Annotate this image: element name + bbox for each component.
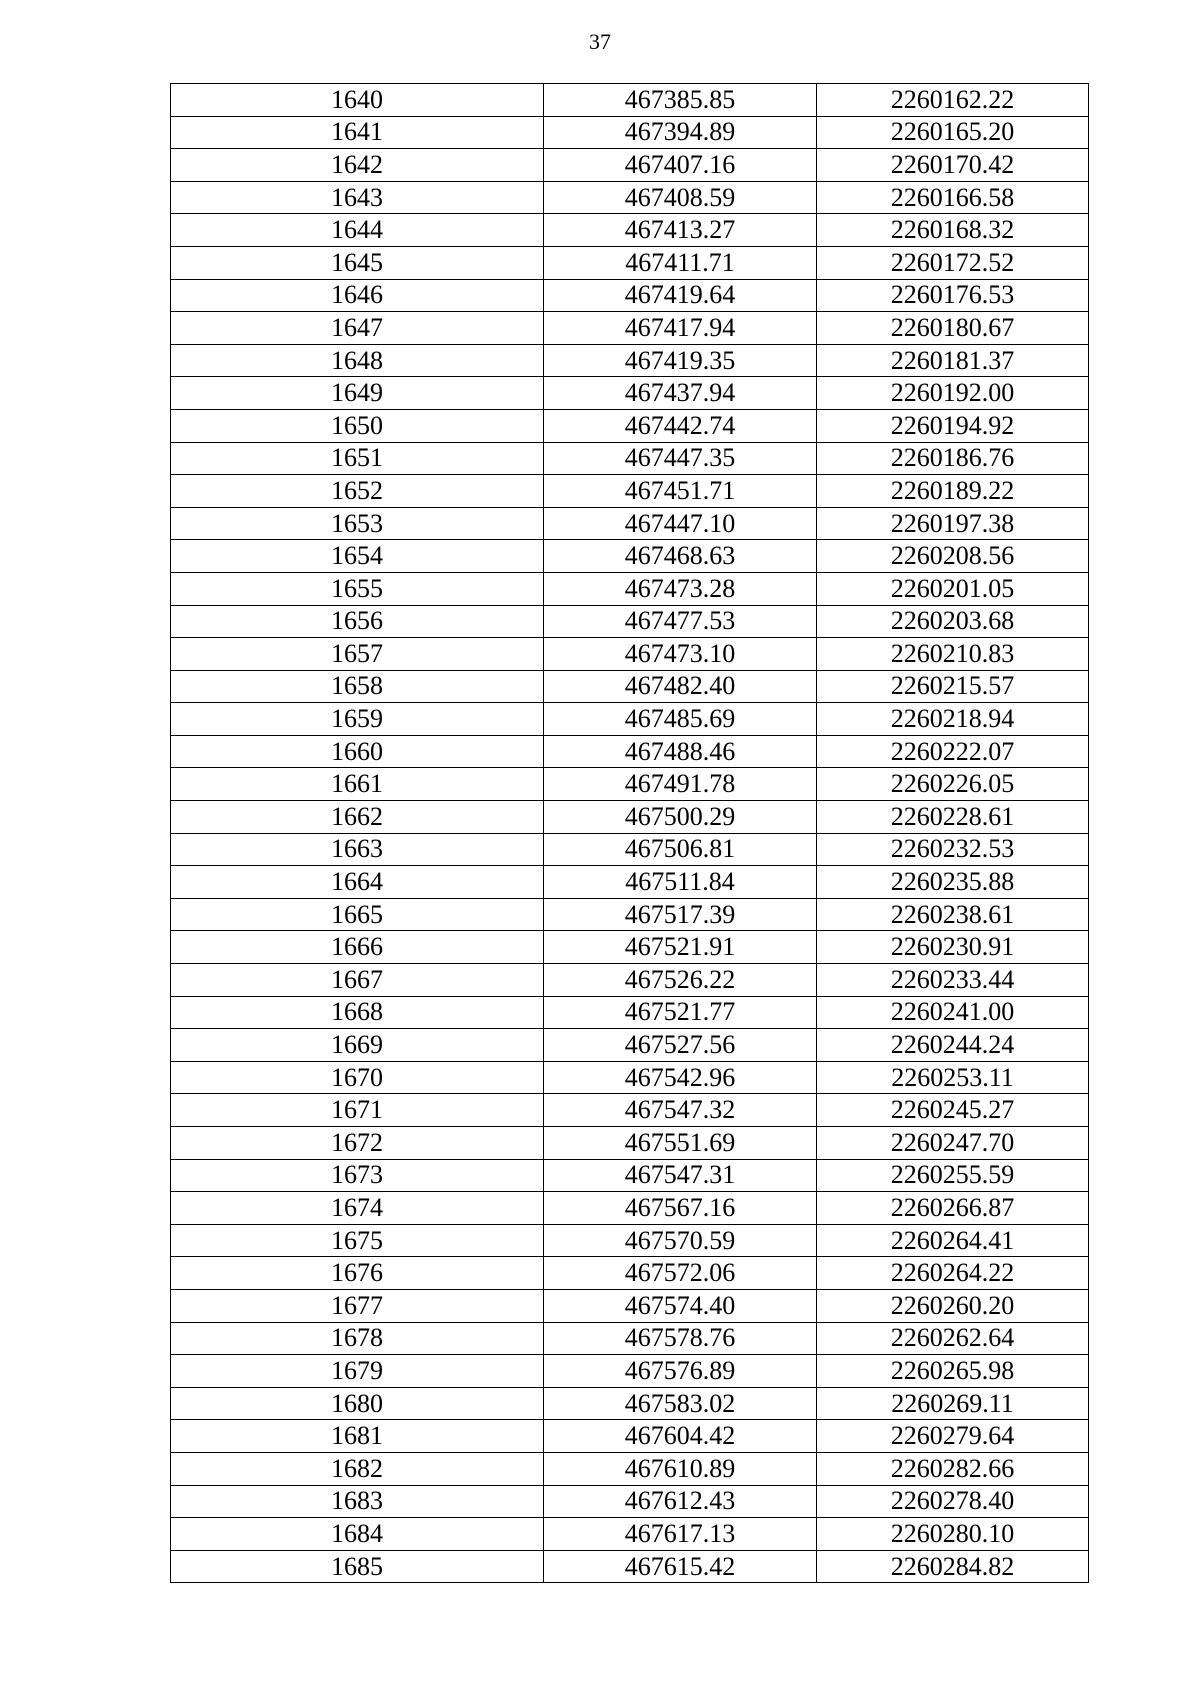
table-row [171, 801, 1089, 834]
x-coordinate-cell: 467521.91 [544, 931, 817, 964]
y-coordinate-cell: 2260168.32 [817, 214, 1089, 247]
table-row [171, 149, 1089, 182]
x-coordinate-cell: 467442.74 [544, 409, 817, 442]
x-coordinate-cell: 467419.64 [544, 279, 817, 312]
table-row [171, 1127, 1089, 1160]
point-number-cell: 1663 [171, 833, 544, 866]
y-coordinate-cell: 2260264.22 [817, 1257, 1089, 1290]
point-number-cell: 1650 [171, 409, 544, 442]
table-body [171, 84, 1089, 1583]
point-number-cell: 1670 [171, 1061, 544, 1094]
y-coordinate-cell: 2260247.70 [817, 1127, 1089, 1160]
x-coordinate-cell: 467482.40 [544, 670, 817, 703]
x-coordinate-cell: 467485.69 [544, 703, 817, 736]
x-coordinate-cell: 467527.56 [544, 1029, 817, 1062]
y-coordinate-cell: 2260162.22 [817, 84, 1089, 117]
y-coordinate-cell: 2260194.92 [817, 409, 1089, 442]
y-coordinate-cell: 2260284.82 [817, 1550, 1089, 1583]
point-number-cell: 1683 [171, 1485, 544, 1518]
table-row [171, 1387, 1089, 1420]
table-row [171, 1289, 1089, 1322]
x-coordinate-cell: 467583.02 [544, 1387, 817, 1420]
y-coordinate-cell: 2260244.24 [817, 1029, 1089, 1062]
point-number-cell: 1646 [171, 279, 544, 312]
point-number-cell: 1644 [171, 214, 544, 247]
table-row [171, 1192, 1089, 1225]
point-number-cell: 1649 [171, 377, 544, 410]
x-coordinate-cell: 467567.16 [544, 1192, 817, 1225]
point-number-cell: 1676 [171, 1257, 544, 1290]
table-row [171, 377, 1089, 410]
table-row [171, 279, 1089, 312]
x-coordinate-cell: 467407.16 [544, 149, 817, 182]
y-coordinate-cell: 2260222.07 [817, 735, 1089, 768]
point-number-cell: 1654 [171, 540, 544, 573]
table-row [171, 735, 1089, 768]
table-row [171, 409, 1089, 442]
x-coordinate-cell: 467511.84 [544, 866, 817, 899]
y-coordinate-cell: 2260189.22 [817, 475, 1089, 508]
point-number-cell: 1662 [171, 801, 544, 834]
point-number-cell: 1652 [171, 475, 544, 508]
point-number-cell: 1681 [171, 1420, 544, 1453]
point-number-cell: 1673 [171, 1159, 544, 1192]
point-number-cell: 1680 [171, 1387, 544, 1420]
table-row [171, 1355, 1089, 1388]
y-coordinate-cell: 2260262.64 [817, 1322, 1089, 1355]
point-number-cell: 1657 [171, 638, 544, 671]
point-number-cell: 1669 [171, 1029, 544, 1062]
point-number-cell: 1685 [171, 1550, 544, 1583]
x-coordinate-cell: 467542.96 [544, 1061, 817, 1094]
point-number-cell: 1684 [171, 1518, 544, 1551]
point-number-cell: 1659 [171, 703, 544, 736]
x-coordinate-cell: 467547.31 [544, 1159, 817, 1192]
table-row [171, 1452, 1089, 1485]
table-row [171, 442, 1089, 475]
point-number-cell: 1656 [171, 605, 544, 638]
x-coordinate-cell: 467394.89 [544, 116, 817, 149]
point-number-cell: 1672 [171, 1127, 544, 1160]
x-coordinate-cell: 467576.89 [544, 1355, 817, 1388]
table-row [171, 670, 1089, 703]
table-row [171, 1518, 1089, 1551]
x-coordinate-cell: 467477.53 [544, 605, 817, 638]
table-row [171, 638, 1089, 671]
y-coordinate-cell: 2260260.20 [817, 1289, 1089, 1322]
table-row [171, 572, 1089, 605]
x-coordinate-cell: 467500.29 [544, 801, 817, 834]
table-row [171, 181, 1089, 214]
y-coordinate-cell: 2260226.05 [817, 768, 1089, 801]
y-coordinate-cell: 2260241.00 [817, 996, 1089, 1029]
y-coordinate-cell: 2260165.20 [817, 116, 1089, 149]
table-row [171, 540, 1089, 573]
point-number-cell: 1655 [171, 572, 544, 605]
table-row [171, 1420, 1089, 1453]
y-coordinate-cell: 2260269.11 [817, 1387, 1089, 1420]
x-coordinate-cell: 467385.85 [544, 84, 817, 117]
y-coordinate-cell: 2260166.58 [817, 181, 1089, 214]
y-coordinate-cell: 2260197.38 [817, 507, 1089, 540]
y-coordinate-cell: 2260278.40 [817, 1485, 1089, 1518]
point-number-cell: 1682 [171, 1452, 544, 1485]
table-row [171, 1029, 1089, 1062]
table-row [171, 833, 1089, 866]
table-row [171, 768, 1089, 801]
point-number-cell: 1661 [171, 768, 544, 801]
y-coordinate-cell: 2260203.68 [817, 605, 1089, 638]
y-coordinate-cell: 2260238.61 [817, 898, 1089, 931]
point-number-cell: 1665 [171, 898, 544, 931]
x-coordinate-cell: 467473.28 [544, 572, 817, 605]
point-number-cell: 1666 [171, 931, 544, 964]
x-coordinate-cell: 467547.32 [544, 1094, 817, 1127]
x-coordinate-cell: 467506.81 [544, 833, 817, 866]
x-coordinate-cell: 467451.71 [544, 475, 817, 508]
table-row [171, 1485, 1089, 1518]
y-coordinate-cell: 2260192.00 [817, 377, 1089, 410]
y-coordinate-cell: 2260266.87 [817, 1192, 1089, 1225]
table-row [171, 344, 1089, 377]
point-number-cell: 1667 [171, 964, 544, 997]
table-row [171, 1224, 1089, 1257]
point-number-cell: 1653 [171, 507, 544, 540]
x-coordinate-cell: 467468.63 [544, 540, 817, 573]
table-row [171, 214, 1089, 247]
point-number-cell: 1648 [171, 344, 544, 377]
point-number-cell: 1651 [171, 442, 544, 475]
table-row [171, 703, 1089, 736]
x-coordinate-cell: 467447.35 [544, 442, 817, 475]
x-coordinate-cell: 467604.42 [544, 1420, 817, 1453]
y-coordinate-cell: 2260218.94 [817, 703, 1089, 736]
table-row [171, 1159, 1089, 1192]
x-coordinate-cell: 467551.69 [544, 1127, 817, 1160]
point-number-cell: 1660 [171, 735, 544, 768]
x-coordinate-cell: 467517.39 [544, 898, 817, 931]
table-row [171, 116, 1089, 149]
point-number-cell: 1641 [171, 116, 544, 149]
table-row [171, 507, 1089, 540]
y-coordinate-cell: 2260279.64 [817, 1420, 1089, 1453]
x-coordinate-cell: 467437.94 [544, 377, 817, 410]
point-number-cell: 1664 [171, 866, 544, 899]
table-row [171, 866, 1089, 899]
y-coordinate-cell: 2260255.59 [817, 1159, 1089, 1192]
table-row [171, 964, 1089, 997]
x-coordinate-cell: 467473.10 [544, 638, 817, 671]
x-coordinate-cell: 467526.22 [544, 964, 817, 997]
table-row [171, 312, 1089, 345]
point-number-cell: 1640 [171, 84, 544, 117]
y-coordinate-cell: 2260264.41 [817, 1224, 1089, 1257]
table-row [171, 1550, 1089, 1583]
y-coordinate-cell: 2260232.53 [817, 833, 1089, 866]
coordinates-table [170, 83, 1089, 1583]
table-row [171, 1257, 1089, 1290]
point-number-cell: 1658 [171, 670, 544, 703]
point-number-cell: 1678 [171, 1322, 544, 1355]
table-row [171, 475, 1089, 508]
table-row [171, 898, 1089, 931]
y-coordinate-cell: 2260245.27 [817, 1094, 1089, 1127]
y-coordinate-cell: 2260253.11 [817, 1061, 1089, 1094]
table-row [171, 1094, 1089, 1127]
point-number-cell: 1647 [171, 312, 544, 345]
y-coordinate-cell: 2260282.66 [817, 1452, 1089, 1485]
table-row [171, 1322, 1089, 1355]
x-coordinate-cell: 467419.35 [544, 344, 817, 377]
point-number-cell: 1668 [171, 996, 544, 1029]
x-coordinate-cell: 467570.59 [544, 1224, 817, 1257]
table-row [171, 931, 1089, 964]
x-coordinate-cell: 467521.77 [544, 996, 817, 1029]
x-coordinate-cell: 467408.59 [544, 181, 817, 214]
y-coordinate-cell: 2260280.10 [817, 1518, 1089, 1551]
table-row [171, 996, 1089, 1029]
y-coordinate-cell: 2260186.76 [817, 442, 1089, 475]
y-coordinate-cell: 2260201.05 [817, 572, 1089, 605]
x-coordinate-cell: 467578.76 [544, 1322, 817, 1355]
x-coordinate-cell: 467447.10 [544, 507, 817, 540]
x-coordinate-cell: 467491.78 [544, 768, 817, 801]
y-coordinate-cell: 2260180.67 [817, 312, 1089, 345]
x-coordinate-cell: 467574.40 [544, 1289, 817, 1322]
x-coordinate-cell: 467572.06 [544, 1257, 817, 1290]
x-coordinate-cell: 467615.42 [544, 1550, 817, 1583]
y-coordinate-cell: 2260181.37 [817, 344, 1089, 377]
x-coordinate-cell: 467488.46 [544, 735, 817, 768]
point-number-cell: 1675 [171, 1224, 544, 1257]
point-number-cell: 1642 [171, 149, 544, 182]
y-coordinate-cell: 2260215.57 [817, 670, 1089, 703]
y-coordinate-cell: 2260172.52 [817, 246, 1089, 279]
page-number: 37 [589, 29, 611, 54]
point-number-cell: 1677 [171, 1289, 544, 1322]
point-number-cell: 1645 [171, 246, 544, 279]
point-number-cell: 1643 [171, 181, 544, 214]
y-coordinate-cell: 2260210.83 [817, 638, 1089, 671]
y-coordinate-cell: 2260176.53 [817, 279, 1089, 312]
point-number-cell: 1679 [171, 1355, 544, 1388]
y-coordinate-cell: 2260208.56 [817, 540, 1089, 573]
y-coordinate-cell: 2260265.98 [817, 1355, 1089, 1388]
table-row [171, 605, 1089, 638]
y-coordinate-cell: 2260233.44 [817, 964, 1089, 997]
y-coordinate-cell: 2260228.61 [817, 801, 1089, 834]
point-number-cell: 1674 [171, 1192, 544, 1225]
x-coordinate-cell: 467417.94 [544, 312, 817, 345]
table-row [171, 1061, 1089, 1094]
x-coordinate-cell: 467617.13 [544, 1518, 817, 1551]
point-number-cell: 1671 [171, 1094, 544, 1127]
x-coordinate-cell: 467411.71 [544, 246, 817, 279]
x-coordinate-cell: 467413.27 [544, 214, 817, 247]
x-coordinate-cell: 467612.43 [544, 1485, 817, 1518]
table-row [171, 84, 1089, 117]
y-coordinate-cell: 2260235.88 [817, 866, 1089, 899]
y-coordinate-cell: 2260170.42 [817, 149, 1089, 182]
x-coordinate-cell: 467610.89 [544, 1452, 817, 1485]
y-coordinate-cell: 2260230.91 [817, 931, 1089, 964]
table-row [171, 246, 1089, 279]
